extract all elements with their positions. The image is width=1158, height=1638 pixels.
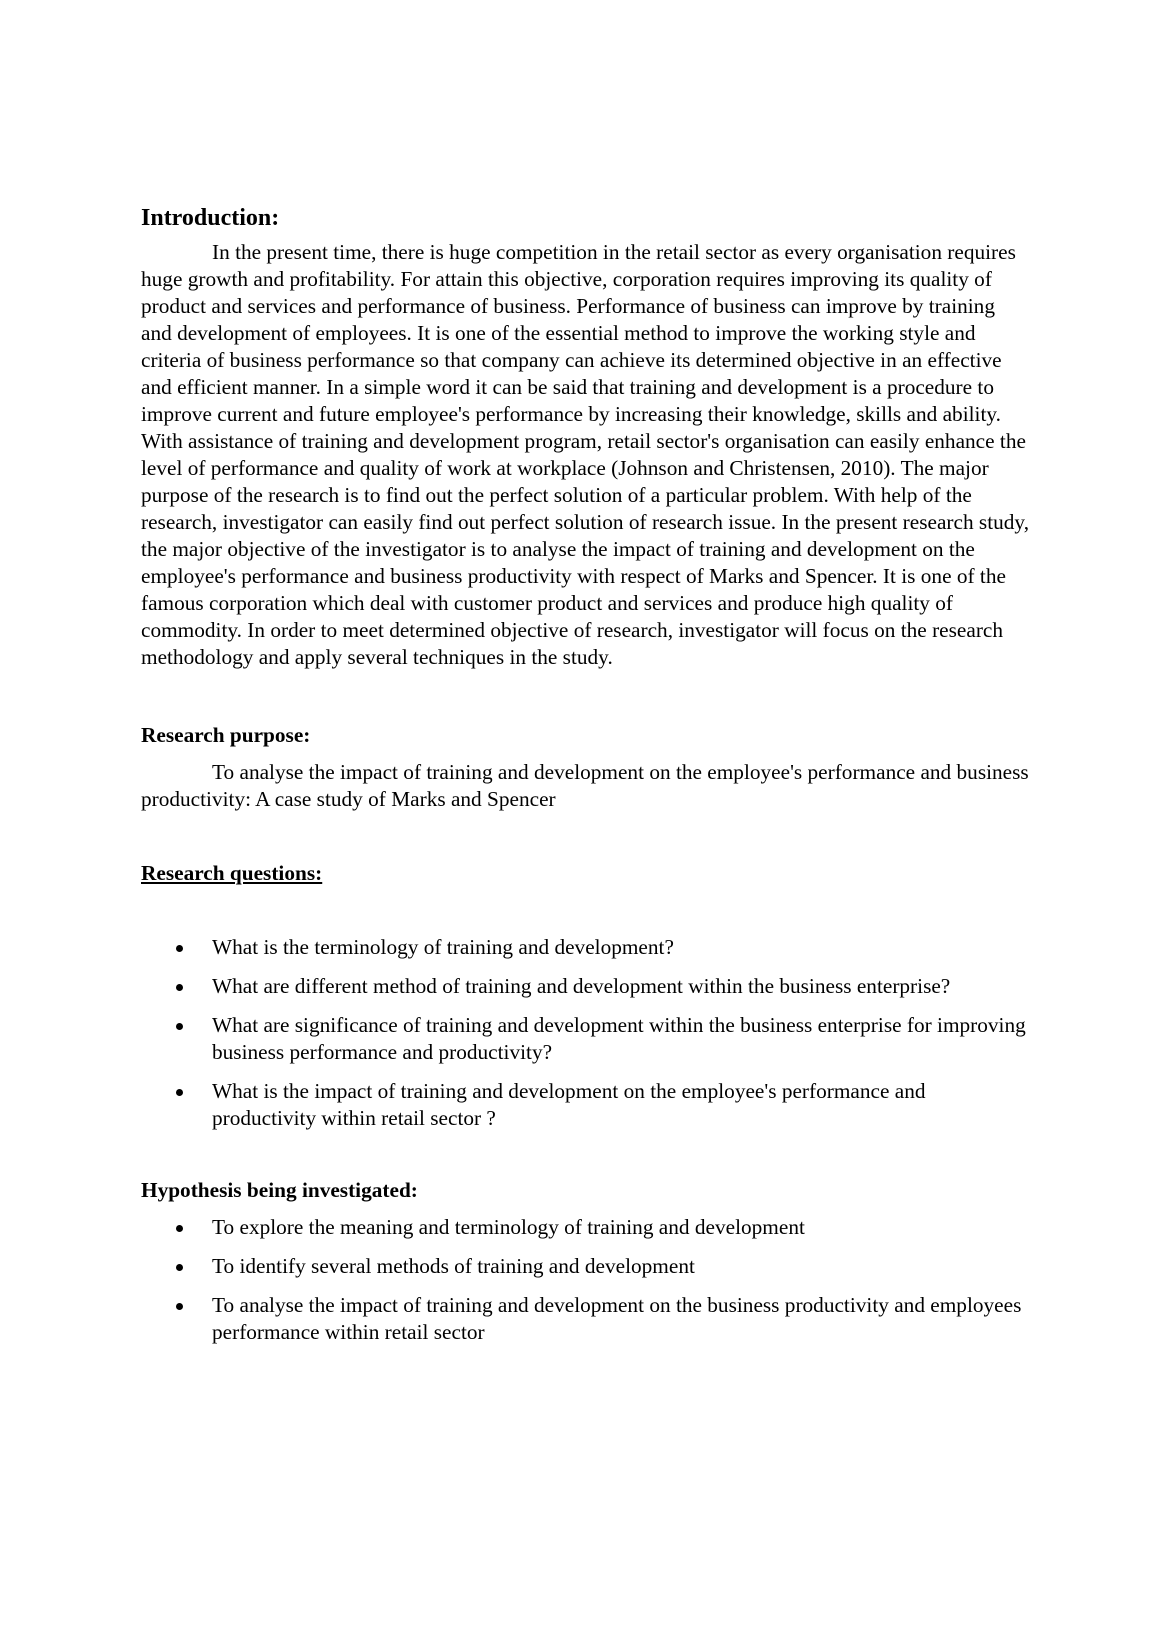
list-item-text: What are different method of training and development within the business enterprise?: [212, 974, 951, 998]
list-item: [141, 973, 1031, 1000]
list-item: [141, 1292, 1031, 1346]
hypothesis-list: [141, 1214, 1031, 1346]
research-purpose-paragraph: To analyse the impact of training and development on the employee's performance and business productivity: A case study of Marks and Spencer: [141, 760, 1029, 811]
introduction-heading: Introduction:: [141, 205, 280, 231]
list-item-text: What is the terminology of training and development?: [212, 935, 674, 959]
bullet-icon: [176, 1225, 183, 1232]
bullet-icon: [176, 1089, 183, 1096]
list-item: [141, 1078, 1031, 1132]
list-item: [141, 1253, 1031, 1280]
list-item-text: To explore the meaning and terminology of training and development: [212, 1215, 805, 1239]
list-item: [141, 1012, 1031, 1066]
research-questions-list: [141, 934, 1031, 1132]
bullet-icon: [176, 945, 183, 952]
hypothesis-heading: Hypothesis being investigated:: [141, 1178, 418, 1202]
research-purpose-heading: Research purpose:: [141, 723, 311, 747]
document-page: [141, 203, 1031, 1358]
research-questions-heading: Research questions:: [141, 861, 323, 885]
introduction-paragraph: In the present time, there is huge competition in the retail sector as every organisation requires huge growth and profitability. For attain this objective, corporation requires improving its quality of product and services and performance of business. Performance of business can improve by training and development of employees. It is one of the essential method to improve the working style and criteria of business performance so that company can achieve its determined objective in an effective and efficient manner. In a simple word it can be said that training and development is a procedure to improve current and future employee's performance by increasing their knowledge, skills and ability. With assistance of training and development program, retail sector's organisation can easily enhance the level of performance and quality of work at workplace (Johnson and Christensen, 2010). The major purpose of the research is to find out the perfect solution of a particular problem. With help of the research, investigator can easily find out perfect solution of research issue. In the present research study, the major objective of the investigator is to analyse the impact of training and development on the employee's performance and business productivity with respect of Marks and Spencer. It is one of the famous corporation which deal with customer product and services and produce high quality of commodity. In order to meet determined objective of research, investigator will focus on the research methodology and apply several techniques in the study.: [141, 240, 1030, 669]
bullet-icon: [176, 1303, 183, 1310]
list-item-text: What are significance of training and development within the business enterprise for improving business performance and productivity?: [212, 1013, 1026, 1064]
bullet-icon: [176, 984, 183, 991]
list-item: [141, 934, 1031, 961]
list-item-text: To identify several methods of training and development: [212, 1254, 695, 1278]
bullet-icon: [176, 1264, 183, 1271]
list-item-text: To analyse the impact of training and development on the business productivity and employees performance within retail sector: [212, 1293, 1022, 1344]
list-item: [141, 1214, 1031, 1241]
bullet-icon: [176, 1023, 183, 1030]
list-item-text: What is the impact of training and development on the employee's performance and productivity within retail sector ?: [212, 1079, 926, 1130]
